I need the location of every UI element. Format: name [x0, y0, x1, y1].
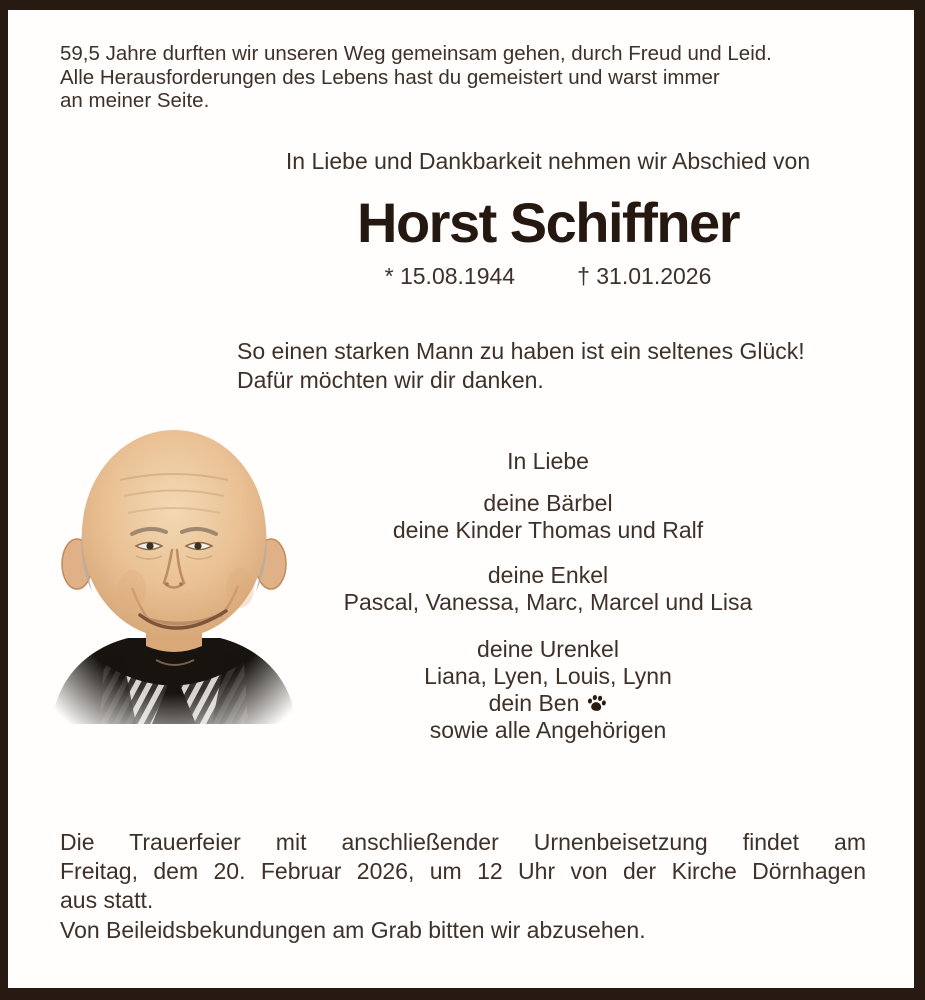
- intro-line-3: an meiner Seite.: [60, 89, 210, 112]
- funeral-details: [60, 828, 866, 915]
- funeral-line-3: aus statt.: [60, 887, 154, 913]
- birth-date: * 15.08.1944: [384, 263, 516, 289]
- mourner-wife: deine Bärbel: [483, 490, 613, 516]
- farewell-announcement: In Liebe und Dankbarkeit nehmen wir Abschied von: [285, 148, 811, 174]
- tribute-line-1: So einen starken Mann zu haben ist ein seltenes Glück!: [237, 338, 805, 364]
- deceased-name: Horst Schiffner: [357, 191, 739, 254]
- life-dates: [171, 263, 925, 290]
- condolence-note: Von Beileidsbekundungen am Grab bitten wir abzusehen.: [60, 917, 646, 943]
- pet-name: dein Ben: [488, 690, 580, 716]
- portrait-illustration: [48, 412, 300, 724]
- mourner-greatgrandchildren-label: deine Urenkel: [477, 636, 619, 662]
- mourner-grandchildren-names: Pascal, Vanessa, Marc, Marcel und Lisa: [343, 589, 753, 615]
- paw-print-icon: [586, 693, 607, 714]
- tribute-paragraph: [237, 337, 805, 395]
- mourners-closing: sowie alle Angehörigen: [429, 717, 667, 743]
- mourner-grandchildren-label: deine Enkel: [487, 562, 609, 588]
- frame-left-border: [0, 0, 8, 1000]
- mourner-children: deine Kinder Thomas und Ralf: [392, 517, 704, 543]
- tribute-line-2: Dafür möchten wir dir danken.: [237, 367, 544, 393]
- deceased-photo: [48, 412, 300, 724]
- mourner-greatgrandchildren-names: Liana, Lyen, Louis, Lynn: [424, 663, 672, 689]
- intro-line-2: Alle Herausforderungen des Lebens hast du gemeistert und warst immer: [60, 65, 720, 89]
- intro-line-1: 59,5 Jahre durften wir unseren Weg gemeinsam gehen, durch Freud und Leid.: [60, 42, 772, 65]
- funeral-line-2: Freitag, dem 20. Februar 2026, um 12 Uhr von der Kirche Dörnhagen: [60, 858, 866, 884]
- death-date: † 31.01.2026: [577, 263, 712, 289]
- funeral-line-1: Die Trauerfeier mit anschließender Urnenbeisetzung findet am: [60, 829, 866, 855]
- mourners-heading: In Liebe: [507, 448, 589, 474]
